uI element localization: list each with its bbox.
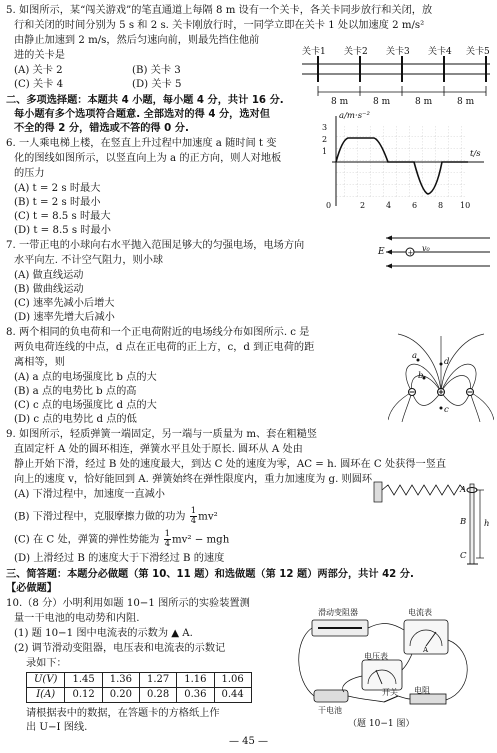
table-header-i: I(A) [27, 688, 65, 703]
q8-line-1: 8. 两个相同的负电荷和一个正电荷附近的电场线分布如图所示. c 是 [6, 327, 310, 338]
q9-line-1: 9. 如图所示，轻质弹簧一端固定，另一端与一质量为 m、套在粗糙竖 [6, 429, 318, 440]
q6-ytick-2: 2 [322, 135, 328, 144]
acceleration-time-graph [318, 112, 494, 212]
q10-after-2: 出 U−I 图线. [26, 722, 88, 733]
q6-xtick-10: 10 [460, 201, 471, 210]
q9-fraction-b [190, 507, 197, 526]
q10-line-1: 10.（8 分）小明利用如题 10−1 图所示的实验装置测 [6, 598, 250, 609]
q6-graph [318, 112, 494, 212]
q7-field-label: E [378, 247, 385, 257]
q9-option-b-tail: mv² [198, 511, 218, 523]
section3-required: 【必做题】 [6, 583, 57, 594]
table-cell: 1.06 [214, 673, 251, 688]
q8-field-lines-diagram [388, 330, 494, 422]
q8-point-d: d [444, 357, 450, 367]
q6-xtick-6: 6 [412, 201, 418, 210]
q6-ylabel: a/m·s⁻² [339, 111, 370, 121]
q8-point-b: b [418, 371, 424, 381]
q9-point-a: A [460, 485, 467, 495]
label-switch: 开关 [382, 688, 398, 697]
q7-line-1: 7. 一带正电的小球向右水平抛入范围足够大的匀强电场，电场方向 [6, 240, 305, 251]
gate-label-3: 关卡3 [386, 47, 410, 57]
q7-option-d: (D) 速率先增大后减小 [14, 312, 115, 323]
q6-line-1: 6. 一人乘电梯上楼，在竖直上升过程中加速度 a 随时间 t 变 [6, 138, 277, 149]
q8-line-2: 两负电荷连线的中点，d 点在正电荷的正上方，c，d 到正电荷的距 [14, 342, 315, 353]
q9-point-c: C [460, 551, 467, 561]
q5-line-2: 行和关闭的时间分别为 5 s 和 2 s. 关卡刚放行时，一同学立即在关卡 1 处以加速度 2 m/s² [14, 20, 425, 31]
q9-fraction-c-den: 4 [164, 539, 170, 549]
q7-velocity-label: v₀ [422, 244, 430, 253]
table-cell: 0.20 [102, 688, 139, 703]
q8-option-c: (C) c 点的电场强度比 d 点的大 [14, 400, 157, 411]
q7-figure [378, 232, 494, 272]
table-cell: 0.36 [177, 688, 214, 703]
q6-option-d: (D) t = 8.5 s 时最小 [14, 225, 111, 236]
q7-line-2: 水平向左. 不计空气阻力，则小球 [14, 255, 164, 266]
q5-option-b: (B) 关卡 3 [132, 65, 181, 76]
q6-xtick-0: 0 [326, 201, 332, 210]
q6-xtick-2: 2 [360, 201, 366, 210]
q9-option-c-text: (C) 在 C 处，弹簧的弹性势能为 [14, 534, 160, 546]
svg-text:+: + [407, 249, 414, 257]
q7-option-b: (B) 做曲线运动 [14, 284, 84, 295]
label-rheostat: 滑动变阻器 [318, 608, 358, 617]
q6-line-2: 化的图线如图所示，以竖直向上为 a 的正方向，则人对地板 [14, 153, 282, 164]
q8-line-3: 离相等，则 [14, 357, 65, 368]
q8-point-c: c [444, 405, 449, 415]
q5-line-3: 由静止加速到 2 m/s，然后匀速向前，则最先挡住他前 [14, 35, 260, 46]
gate-label-5: 关卡5 [466, 47, 490, 57]
page-number: — 45 — [228, 736, 269, 747]
section2-sub2: 不全的得 2 分，错选或不答的得 0 分. [14, 123, 189, 134]
q10-line-5: 录如下： [26, 658, 67, 669]
section2-sub1: 每小题有多个选项符合题意. 全部选对的得 4 分，选对但 [14, 109, 270, 120]
q9-option-c [14, 530, 229, 549]
q10-line-3: (1) 题 10−1 图中电流表的示数为 ▲ A. [14, 628, 193, 639]
distance-label-4: 8 m [457, 97, 475, 107]
table-cell: 0.28 [139, 688, 176, 703]
q9-option-a: (A) 下滑过程中，加速度一直减小 [14, 489, 165, 500]
q9-line-3: 静止开始下滑，经过 B 处的速度最大，到达 C 处的速度为零，AC = h. 圆环在 C 处获得一竖直 [14, 459, 447, 470]
q5-option-a: (A) 关卡 2 [14, 65, 63, 76]
label-battery: 干电池 [318, 706, 342, 715]
q8-figure [388, 330, 494, 422]
q9-fraction-c [164, 530, 171, 549]
q9-spring-rod-diagram [372, 480, 494, 566]
q10-line-4: (2) 调节滑动变阻器，电压表和电流表的示数记 [14, 643, 226, 654]
q5-line-4: 进的关卡是 [14, 50, 65, 61]
table-row-u [27, 673, 252, 688]
section3-title: 三、简答题：本题分必做题（第 10、11 题）和选做题（第 12 题）两部分，共计 42 分. [6, 569, 414, 580]
q9-height-label: h [484, 519, 490, 529]
q5-option-c: (C) 关卡 4 [14, 79, 64, 90]
table-cell: 1.27 [139, 673, 176, 688]
q5-option-d: (D) 关卡 5 [132, 79, 182, 90]
q6-option-a: (A) t = 2 s 时最大 [14, 183, 101, 194]
q6-xlabel: t/s [470, 149, 481, 159]
distance-label-2: 8 m [373, 97, 391, 107]
table-cell: 0.44 [214, 688, 251, 703]
q9-option-b [14, 507, 218, 526]
q10-figure-caption: （题 10−1 图） [348, 719, 415, 729]
gate-label-1: 关卡1 [302, 47, 326, 57]
q7-field-diagram [378, 232, 494, 272]
q9-option-c-tail: mv² − mgh [172, 534, 230, 546]
q10-line-2: 量一干电池的电动势和内阻. [14, 613, 140, 624]
table-cell: 1.45 [65, 673, 102, 688]
q8-option-d: (D) c 点的电势比 d 点的低 [14, 414, 137, 425]
q6-ytick-1: 1 [322, 147, 328, 156]
table-header-u: U(V) [27, 673, 65, 688]
q8-option-a: (A) a 点的电场强度比 b 点的大 [14, 372, 157, 383]
q9-fraction-b-num: 1 [190, 506, 197, 516]
label-voltmeter: 电压表 [364, 652, 388, 661]
q10-figure [284, 600, 494, 732]
q9-option-b-text: (B) 下滑过程中，克服摩擦力做的功为 [14, 511, 186, 523]
q9-line-2: 直固定杆 A 处的圆环相连，弹簧水平且处于原长. 圆环从 A 处由 [14, 444, 303, 455]
svg-text:A: A [423, 646, 429, 654]
table-cell: 1.16 [177, 673, 214, 688]
q10-data-table [26, 672, 252, 703]
q10-after-1: 请根据表中的数据，在答题卡的方格纸上作 [26, 708, 220, 719]
q6-ytick-3: 3 [322, 123, 328, 132]
q6-xtick-4: 4 [386, 201, 392, 210]
q5-line-1: 5. 如图所示，某“闯关游戏”的笔直通道上每隔 8 m 设有一个关卡，各关卡同步放行和关闭，放 [6, 5, 433, 16]
q9-fraction-c-num: 1 [164, 529, 170, 539]
q9-figure [372, 480, 494, 566]
q5-figure [300, 46, 492, 110]
q6-line-3: 的压力 [14, 168, 45, 179]
q9-fraction-b-den: 4 [190, 516, 197, 526]
distance-label-1: 8 m [331, 97, 349, 107]
distance-label-3: 8 m [415, 97, 433, 107]
gate-label-2: 关卡2 [344, 47, 368, 57]
q9-line-4: 向上的速度 v，恰好能回到 A. 弹簧始终在弹性限度内，重力加速度为 g. 则圆环 [14, 474, 373, 485]
q6-option-c: (C) t = 8.5 s 时最大 [14, 211, 111, 222]
q7-option-a: (A) 做直线运动 [14, 270, 84, 281]
label-ammeter: 电流表 [408, 608, 432, 617]
q6-option-b: (B) t = 2 s 时最小 [14, 197, 101, 208]
q6-xtick-8: 8 [438, 201, 444, 210]
table-row-i [27, 688, 252, 703]
label-resistor: 电阻 [414, 686, 430, 695]
table-cell: 0.12 [65, 688, 102, 703]
q9-option-d: (D) 上滑经过 B 的速度大于下滑经过 B 的速度 [14, 553, 225, 564]
q9-point-b: B [460, 517, 467, 527]
section2-title: 二、多项选择题：本题共 4 小题，每小题 4 分，共计 16 分. [6, 95, 284, 106]
q8-point-a: a [412, 351, 418, 361]
q7-option-c: (C) 速率先减小后增大 [14, 298, 115, 309]
q8-option-b: (B) a 点的电势比 b 点的高 [14, 386, 137, 397]
table-cell: 1.36 [102, 673, 139, 688]
gate-label-4: 关卡4 [428, 47, 452, 57]
